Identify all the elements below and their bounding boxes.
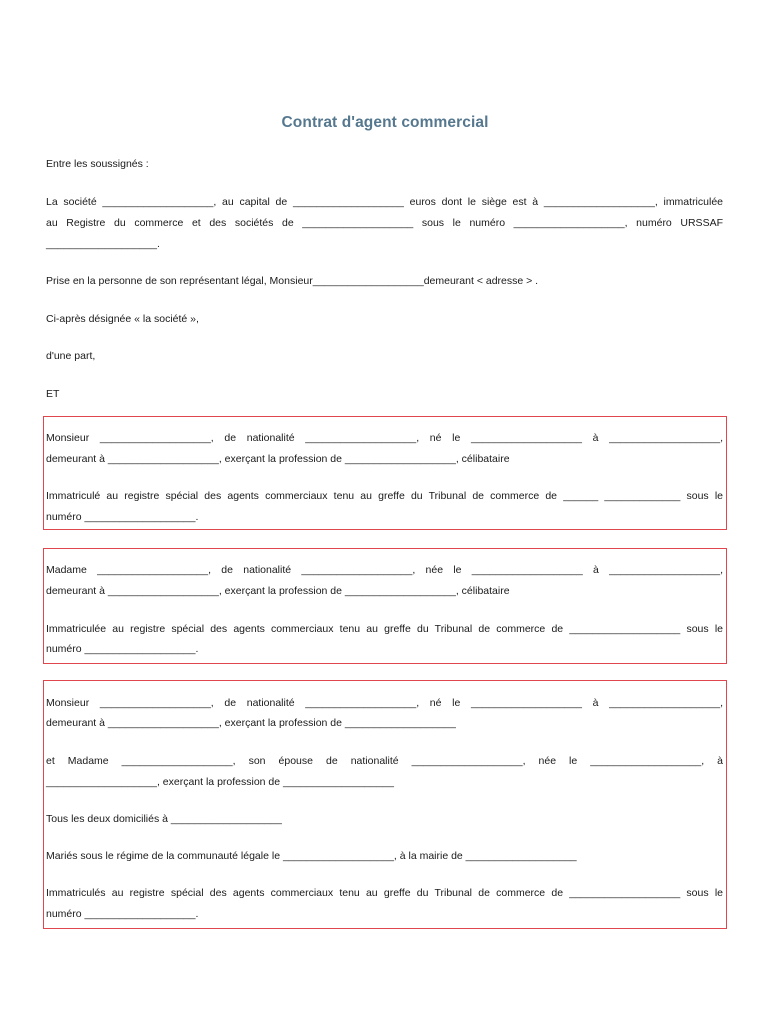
monsieur-line-3: Immatriculé au registre spécial des agents commerciaux tenu au greffe du Tribunal de commerce de ______ _____________ sous le xyxy=(46,490,723,502)
madame-line-3: Immatriculée au registre spécial des agents commerciaux tenu au greffe du Tribunal de commerce de ___________________ sous le xyxy=(46,623,723,635)
couple-line-6: Mariés sous le régime de la communauté légale le ___________________, à la mairie de ___________________ xyxy=(46,850,577,862)
societe-line-2: au Registre du commerce et des sociétés de ___________________ sous le numéro ___________________, numéro URSSAF xyxy=(46,217,723,229)
parties-intro: Entre les soussignés : xyxy=(46,158,149,170)
couple-line-7: Immatriculés au registre spécial des agents commerciaux tenu au greffe du Tribunal de commerce de ___________________ sous le xyxy=(46,887,723,899)
couple-line-8: numéro ___________________. xyxy=(46,908,199,920)
couple-line-1: Monsieur ___________________, de nationalité ___________________, né le ___________________ à ___________________, xyxy=(46,697,723,709)
monsieur-line-4: numéro ___________________. xyxy=(46,511,199,523)
monsieur-line-2: demeurant à ___________________, exerçant la profession de ___________________, célibataire xyxy=(46,453,510,465)
couple-line-3: et Madame ___________________, son épouse de nationalité ___________________, née le ___________________, à xyxy=(46,755,723,767)
madame-line-4: numéro ___________________. xyxy=(46,643,199,655)
document-title: Contrat d'agent commercial xyxy=(281,114,489,131)
madame-line-1: Madame ___________________, de nationalité ___________________, née le ___________________ à ___________________, xyxy=(46,564,723,576)
couple-line-5: Tous les deux domiciliés à ___________________ xyxy=(46,813,282,825)
representant-line: Prise en la personne de son représentant légal, Monsieur___________________demeurant < adresse > . xyxy=(46,275,539,287)
societe-line-3: ___________________. xyxy=(46,238,160,250)
couple-line-2: demeurant à ___________________, exerçant la profession de ___________________ xyxy=(46,717,456,729)
couple-line-4: ___________________, exerçant la profession de ___________________ xyxy=(46,776,394,788)
une-part-line: d'une part, xyxy=(46,350,96,362)
madame-line-2: demeurant à ___________________, exerçant la profession de ___________________, célibataire xyxy=(46,585,510,597)
designation-line: Ci-après désignée « la société », xyxy=(46,313,199,325)
et-line: ET xyxy=(46,388,60,400)
monsieur-line-1: Monsieur ___________________, de nationalité ___________________, né le ___________________ à ___________________, xyxy=(46,432,723,444)
societe-line-1: La société ___________________, au capital de ___________________ euros dont le siège est à ___________________, immatriculée xyxy=(46,196,723,208)
